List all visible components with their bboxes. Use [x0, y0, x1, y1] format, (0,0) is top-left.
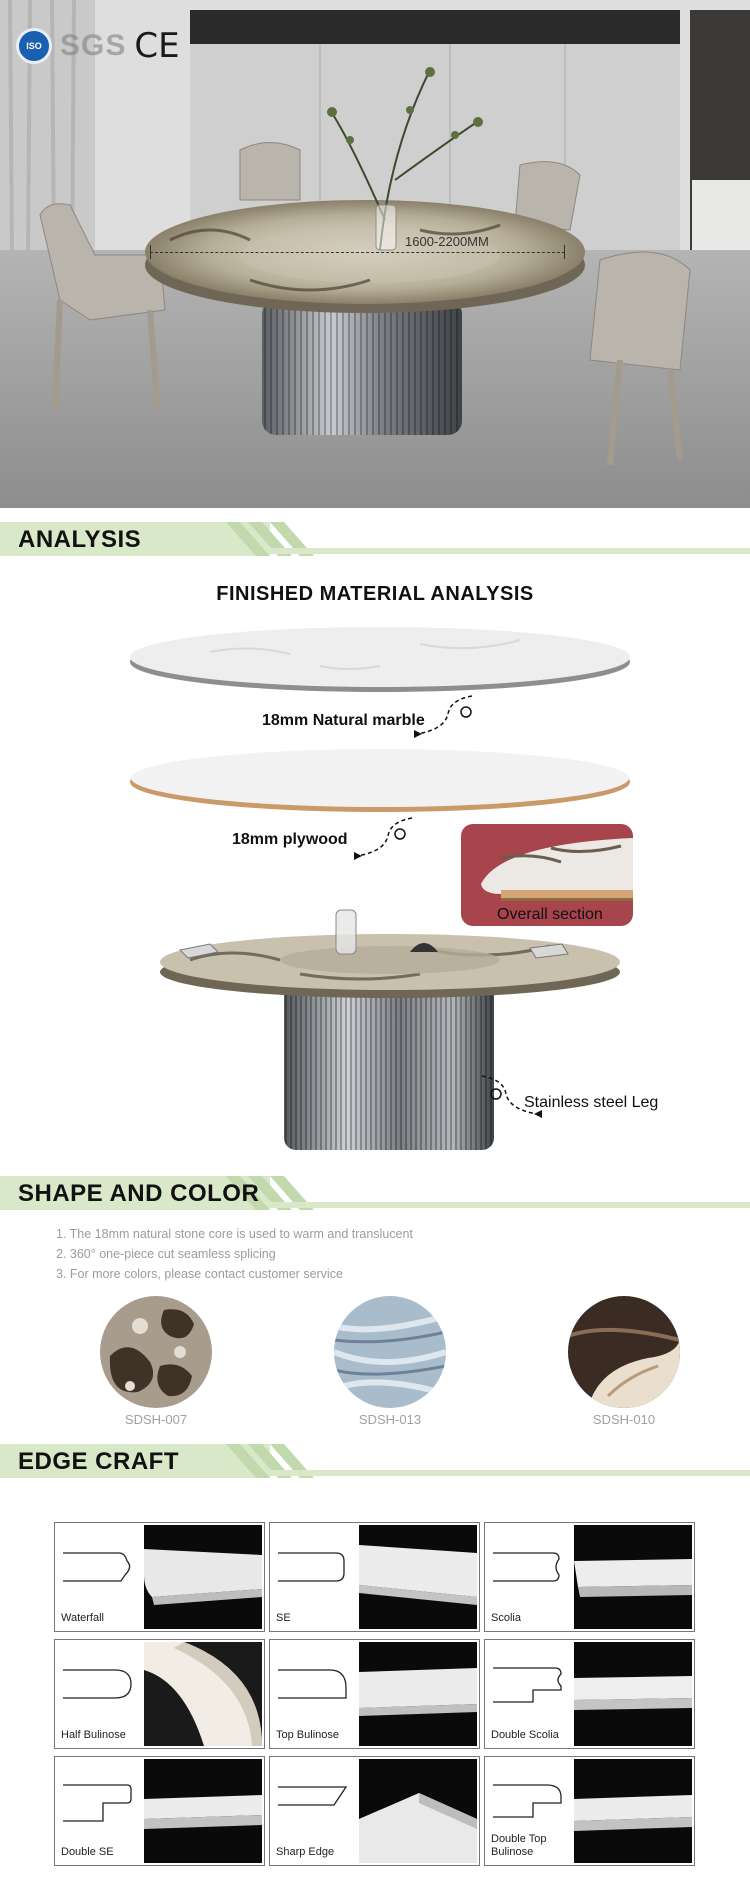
edge-label: Scolia — [491, 1612, 521, 1624]
double-top-bullnose-profile-icon — [493, 1783, 573, 1823]
edge-option-double-se[interactable] — [54, 1756, 265, 1866]
half-bullnose-profile-icon — [63, 1666, 143, 1702]
note-item: 1. The 18mm natural stone core is used to warm and translucent — [56, 1227, 413, 1241]
hero-image — [0, 0, 750, 508]
edge-photo — [574, 1759, 692, 1863]
swatch-sdsh-010[interactable] — [568, 1296, 680, 1408]
header-rule — [270, 1470, 750, 1476]
blue-marble-texture-icon — [334, 1296, 446, 1408]
section-title-edge-craft: EDGE CRAFT — [18, 1448, 179, 1475]
sharp-edge-profile-icon — [278, 1783, 358, 1819]
edge-option-sharp-edge[interactable] — [269, 1756, 480, 1866]
plywood-layer-label: 18mm plywood — [232, 831, 348, 848]
swatch-sdsh-013[interactable] — [334, 1296, 446, 1408]
edge-photo — [144, 1642, 262, 1746]
section-header-edge-craft — [0, 1438, 750, 1484]
edge-photo — [144, 1759, 262, 1863]
top-bullnose-profile-icon — [278, 1666, 358, 1702]
edge-label: Double Top Bulinose — [491, 1833, 547, 1858]
edge-label: Double SE — [61, 1846, 114, 1858]
dimension-label: 1600-2200MM — [405, 234, 489, 249]
edge-photo — [359, 1642, 477, 1746]
edge-option-double-top-bullnose[interactable] — [484, 1756, 695, 1866]
edge-label: Top Bulinose — [276, 1729, 339, 1741]
edge-option-top-bullnose[interactable] — [269, 1639, 480, 1749]
scolia-profile-icon — [493, 1549, 573, 1585]
ce-mark: CE — [134, 26, 180, 66]
edge-photo — [574, 1525, 692, 1629]
edge-label: SE — [276, 1612, 291, 1624]
swatch-code: SDSH-007 — [124, 1412, 188, 1427]
dimension-line — [150, 252, 565, 253]
marble-layer-label: 18mm Natural marble — [262, 712, 425, 729]
edge-option-se[interactable] — [269, 1522, 480, 1632]
iso-badge-icon: ISO — [16, 28, 52, 64]
edge-label: Double Scolia — [491, 1729, 559, 1741]
analysis-title: FINISHED MATERIAL ANALYSIS — [216, 583, 534, 605]
section-header-analysis — [0, 516, 750, 562]
note-item: 2. 360° one-piece cut seamless splicing — [56, 1247, 276, 1261]
se-profile-icon — [278, 1549, 358, 1585]
edge-label: Sharp Edge — [276, 1846, 335, 1858]
header-rule — [270, 1202, 750, 1208]
feature-notes — [56, 1224, 413, 1284]
section-title-shape-color: SHAPE AND COLOR — [18, 1180, 260, 1207]
edge-option-scolia[interactable] — [484, 1522, 695, 1632]
edge-photo — [574, 1642, 692, 1746]
waterfall-profile-icon — [63, 1549, 143, 1585]
marble-layer-illustration — [120, 624, 640, 704]
edge-option-half-bullnose[interactable] — [54, 1639, 265, 1749]
section-header-shape-color — [0, 1170, 750, 1216]
edge-photo — [359, 1525, 477, 1629]
edge-photo — [359, 1759, 477, 1863]
assembled-table-illustration — [150, 900, 630, 1162]
edge-craft-grid — [54, 1522, 696, 1868]
edge-option-double-scolia[interactable] — [484, 1639, 695, 1749]
edge-photo — [144, 1525, 262, 1629]
dark-marble-texture-icon — [568, 1296, 680, 1408]
edge-label: Waterfall — [61, 1612, 104, 1624]
swatch-code: SDSH-010 — [592, 1412, 656, 1427]
swatch-code: SDSH-013 — [358, 1412, 422, 1427]
leg-label: Stainless steel Leg — [524, 1094, 659, 1111]
certification-logos — [16, 26, 180, 66]
section-title-analysis: ANALYSIS — [18, 526, 142, 553]
swatch-sdsh-007[interactable] — [100, 1296, 212, 1408]
header-rule — [270, 548, 750, 554]
dining-room-illustration — [0, 0, 750, 508]
double-se-profile-icon — [63, 1783, 143, 1823]
granite-texture-icon — [100, 1296, 212, 1408]
edge-label: Half Bulinose — [61, 1729, 126, 1741]
double-scolia-profile-icon — [493, 1666, 573, 1706]
sgs-mark: SGS — [60, 29, 127, 62]
edge-option-waterfall[interactable] — [54, 1522, 265, 1632]
plywood-pointer-icon — [350, 812, 420, 862]
overall-section-label: Overall section — [497, 906, 603, 923]
note-item: 3. For more colors, please contact customer service — [56, 1267, 343, 1281]
